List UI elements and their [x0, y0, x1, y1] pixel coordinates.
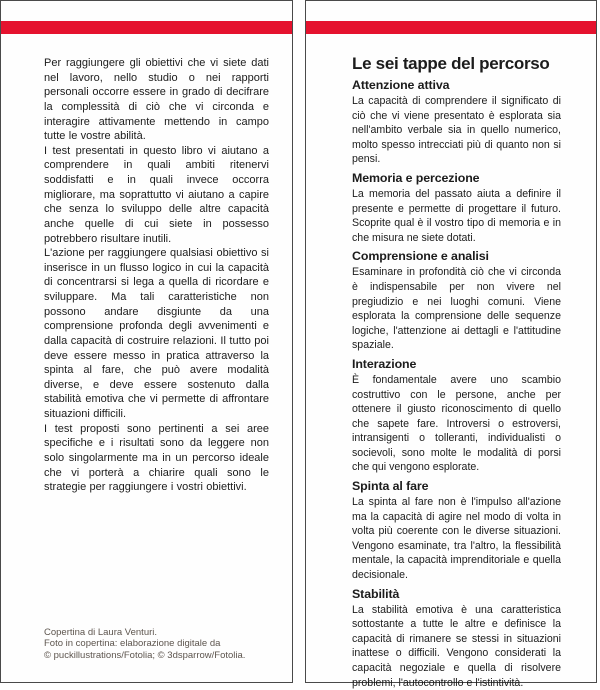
section-body: Esaminare in profondità ciò che vi circonda è indispensabile per non vivere nel pregiudizio e nei luoghi comuni. Viene esplorata la comprensione delle sequenze logiche, l'attenzione ai dettagli e l'attitudine spaziale. [352, 266, 561, 352]
section-body: La stabilità emotiva è una caratteristica sottostante a tutte le altre e definisce la capacità di rimanere se stessi in situazioni inattese o difficili. Vengono considerati la capacità negoziale e quella di risolvere problemi, l'autocontrollo e l'istintività. [352, 603, 561, 689]
red-accent-bar [306, 21, 596, 34]
action-flow-paragraph: L'azione per raggiungere qualsiasi obiettivo si inserisce in un flusso logico in cui la capacità di concentrarsi si lega a quella di ricordare e sviluppare. Ma tali caratteristiche non possono andare disgiunte da una comprensione profonda degli avvenimenti e dalla capacità di costruire relazioni. Il tutto poi deve essere messo in pratica attraverso la spinta al fare, che può avere modalità diverse, e deve essere sostenuto dalla stabilità emotiva che vi permette di affrontare situazioni difficili. [44, 247, 269, 420]
section-heading: Attenzione attiva [352, 78, 450, 92]
credits-line-copyright: © puckillustrations/Fotolia; © 3dsparrow/Fotolia. [44, 649, 246, 661]
section-attenzione-attiva [352, 78, 561, 167]
section-body: La memoria del passato aiuta a definire il presente e permette di progettare il futuro. Scoprite qual è il vostro tipo di memoria e in che misura ne siete dotati. [352, 187, 561, 244]
section-memoria-e-percezione [352, 171, 561, 245]
credits-block [44, 627, 245, 661]
section-heading: Comprensione e analisi [352, 249, 489, 264]
tests-purpose-paragraph: I test presentati in questo libro vi aiutano a comprendere in quali ambiti ritenervi soddisfatti e in quali invece occorra migliorare, ma soprattutto vi aiutano a capire che senza lo sviluppo delle altre capacità anche quelle di cui siete in possesso potrebbero risultare inutili. [44, 144, 269, 245]
left-flap-text [44, 56, 269, 495]
six-areas-paragraph: I test proposti sono pertinenti a sei aree specifiche e i risultati sono da leggere non solo singolarmente ma in un percorso ideale che vi porterà a chiarire quali sono le strategie per raggiungere i vostri obiettivi. [44, 422, 269, 494]
section-interazione [352, 357, 561, 475]
credits-line-cover-design: Copertina di Laura Venturi. [44, 627, 158, 638]
section-body: La spinta al fare non è l'impulso all'azione ma la capacità di agire nel modo di volta in volta più coerente con le diverse situazioni. Vengono esaminate, tra l'altro, la flessibilità mentale, la capacità imprenditoriale e quella decisionale. [352, 496, 561, 582]
section-spinta-al-fare [352, 479, 561, 583]
page-title: Le sei tappe del percorso [352, 54, 550, 73]
right-flap-text [352, 53, 561, 690]
right-flap-page [305, 0, 597, 689]
red-accent-bar [1, 21, 292, 34]
left-flap-page [0, 0, 293, 683]
section-stabilita [352, 587, 561, 690]
section-comprensione-e-analisi [352, 249, 561, 353]
section-body: È fondamentale avere uno scambio costruttivo con le persone, anche per ottenere il giusto riconoscimento di quello che sapete fare. Introversi o estroversi, intransigenti o tolleranti, individualisti o socievoli, sono molte le modalità di porsi che qui vengono esplorate. [352, 373, 561, 474]
section-body: La capacità di comprendere il significato di ciò che vi viene presentato è esplorata sia nell'ambito verbale sia in quello numerico, molto spesso intrecciati più di quanto non si pensi. [352, 95, 561, 166]
section-heading: Interazione [352, 356, 417, 371]
section-heading: Stabilità [352, 586, 400, 601]
section-heading: Spinta al fare [352, 479, 429, 494]
section-heading: Memoria e percezione [352, 170, 480, 185]
credits-line-photo: Foto in copertina: elaborazione digitale da [44, 638, 221, 650]
intro-paragraph: Per raggiungere gli obiettivi che vi siete dati nel lavoro, nello studio o nei rapporti personali occorre essere in grado di decifrare la complessità di ciò che vi circonda e interagire attivamente mettendo in campo tutte le vostre abilità. [44, 57, 269, 143]
